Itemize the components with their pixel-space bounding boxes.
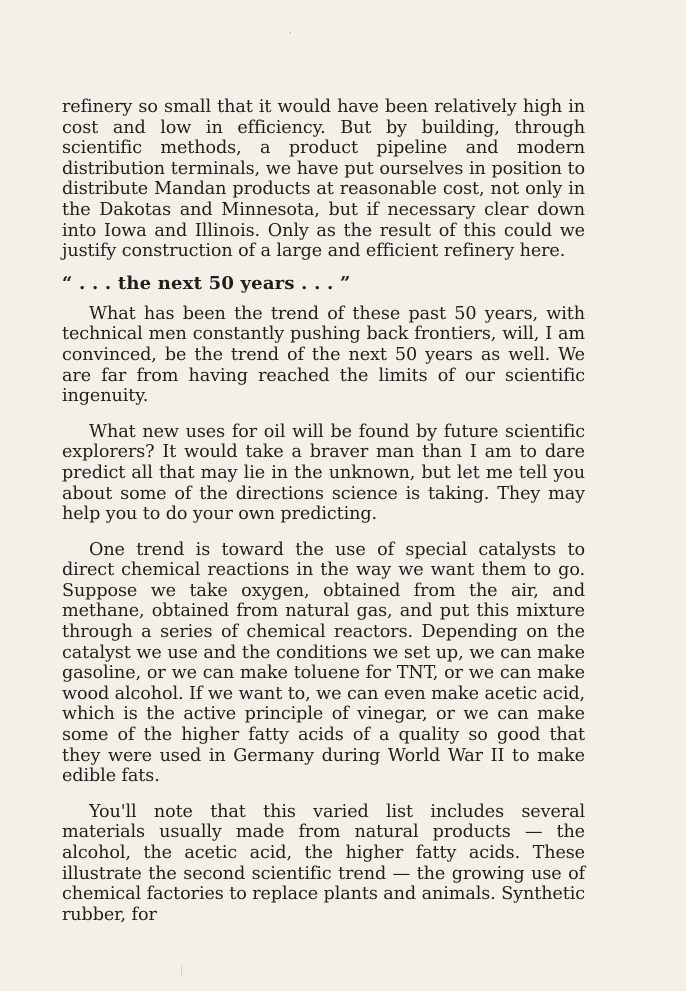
page-crease-mark xyxy=(181,966,182,976)
paragraph-varied-list: You'll note that this varied list includes several materials usually made from natural products — the alcohol, the acetic acid, the higher fatty acids. These illustrate the second scientific trend — the growing use of chemical factories to replace plants and animals. Synthetic rubber, for xyxy=(62,801,585,925)
paragraph-catalysts: One trend is toward the use of special catalysts to direct chemical reactions in the way we want them to go. Suppose we take oxygen, obtained from the air, and methane, obtained from natural gas, and put this mixture through a series of chemical reactors. Depending on the catalyst we use and the conditions we set up, we can make gasoline, or we can make toluene for TNT, or we can make wood alcohol. If we want to, we can even make acetic acid, which is the active principle of vinegar, or we can make some of the higher fatty acids of a quality so good that they were used in Germany during World War II to make edible fats. xyxy=(62,539,585,787)
page-body xyxy=(62,97,585,925)
section-heading: “ . . . the next 50 years . . . ” xyxy=(62,272,351,294)
paragraph-trend-50-years: What has been the trend of these past 50 years, with technical men constantly pushing back frontiers, will, I am convinced, be the trend of the next 50 years as well. We are far from having reached the limits of our scientific ingenuity. xyxy=(62,303,585,407)
paragraph-refinery: refinery so small that it would have been relatively high in cost and low in efficiency. But by building, through scientific methods, a product pipeline and modern distribution terminals, we have put ourselves in position to distribute Mandan products at reasonable cost, not only in the Dakotas and Minnesota, but if necessary clear down into Iowa and Illinois. Only as the result of this could we justify construction of a large and efficient refinery here. xyxy=(62,97,585,262)
paragraph-new-uses: What new uses for oil will be found by future scientific explorers? It would take a braver man than I am to dare predict all that may lie in the unknown, but let me tell you about some of the directions science is taking. They may help you to do your own predicting. xyxy=(62,421,585,525)
page-speck xyxy=(289,32,291,34)
